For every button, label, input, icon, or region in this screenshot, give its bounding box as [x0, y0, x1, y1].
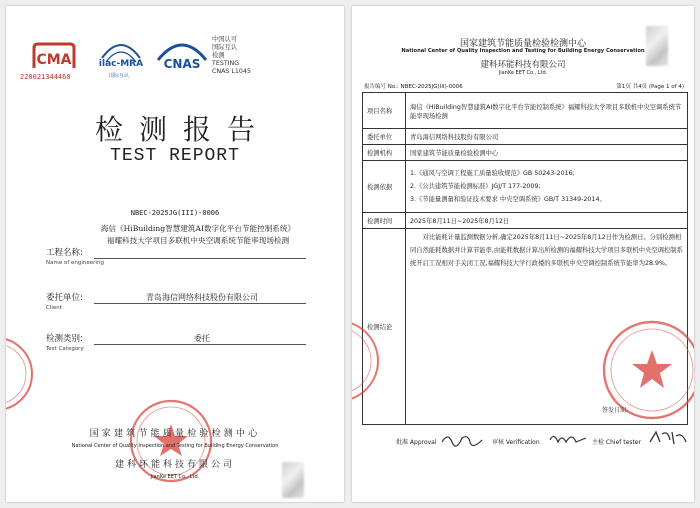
svg-text:CMA: CMA: [36, 52, 72, 68]
project-value: 海信《HiBuilding智慧建筑AI数字化平台节能控制系统》福耀科技大学项目多联机中央空调系统节能率现场检测: [406, 93, 688, 129]
cover-page: [6, 6, 344, 502]
ilac-caption: 国际互认: [109, 73, 130, 79]
detail-header-cn: 国家建筑节能质量检验检测中心: [459, 39, 586, 49]
detail-page: [352, 6, 694, 502]
basis-item: 3.《节能量测量和验证技术要求 中央空调系统》GB/T 31349-2014。: [410, 196, 606, 203]
project-label: 项目名称: [363, 93, 406, 129]
approval-label: 批准 Approval: [396, 439, 437, 446]
report-title-en: TEST REPORT: [110, 146, 240, 166]
verification-label: 审核 Verification: [492, 439, 540, 446]
issue-date-label: 签发日期:: [602, 407, 629, 414]
company-name-en: JianKe EET Co., Ltd.: [150, 474, 200, 480]
detail-header-en: National Center of Quality Inspection and Testing for Building Energy Conservation: [401, 48, 645, 54]
report-title-cn: 检测报告: [94, 113, 271, 146]
report-number: NBEC-2025JG(III)-0006: [130, 209, 220, 217]
redaction-block: [282, 462, 304, 498]
detail-company-cn: 建科环能科技有限公司: [480, 60, 566, 70]
company-seal-cover-icon: [128, 398, 214, 484]
basis-list: [406, 161, 688, 213]
client-label-en: Client: [46, 305, 62, 311]
client-value: 青岛海信网络科技股份有限公司: [146, 293, 258, 302]
table-row: [363, 213, 688, 229]
table-row: [363, 93, 688, 129]
svg-text:ilac-MRA: ilac-MRA: [98, 59, 144, 69]
category-label-en: Test Category: [46, 346, 84, 352]
basis-label: 检测依据: [363, 161, 406, 213]
category-underline: [94, 344, 306, 345]
cnas-accreditation-text: 中国认可 国际互认 检测 TESTING CNAS L1045: [212, 36, 251, 75]
verification-signature-icon: [548, 430, 588, 448]
project-label: 工程名称:: [46, 248, 83, 258]
table-row: [363, 145, 688, 161]
project-underline: [94, 258, 306, 259]
category-label: 检测类别:: [46, 334, 83, 344]
detail-report-number: 报告编号 No.: NBEC-2025JG(III)-0006: [364, 84, 463, 90]
company-seal-detail-icon: [600, 318, 694, 422]
institution-name-en: National Center of Quality Inspection and Testing for Building Energy Conservation: [71, 443, 279, 449]
conclusion-text: 对比能耗计量监测数据分析,确定2025年8月11日~2025年8月12日作为检测日。分别检测相同自然能耗数据并计算节能率,由能耗数据计算出所检测的福耀科技大学项目多联机中央空调控制系统开启工况相对手关闭工况,福耀科技大学行政楼的多联机中央空调控制系统节能率为28.9%。: [410, 234, 683, 267]
project-label-en: Name of engineering: [46, 260, 104, 266]
cnas-logo-icon: [154, 38, 210, 72]
cma-logo-icon: [30, 40, 78, 72]
institution-value: 国家建筑节能质量检验检测中心: [406, 145, 688, 161]
client-label: 委托单位: [363, 129, 406, 145]
company-name-cn: 建科环能科技有限公司: [114, 460, 235, 470]
ilac-mra-logo-icon: [96, 38, 146, 72]
conclusion-label: 检测结论: [363, 229, 406, 425]
partial-seal-left-icon: [6, 334, 46, 414]
partial-seal-left-icon: [352, 316, 384, 406]
basis-item: 2.《公共建筑节能检测标准》JGJ/T 177-2009;: [410, 183, 541, 190]
client-underline: [94, 303, 306, 304]
chief-tester-signature-icon: [648, 428, 688, 448]
institution-label: 检测机构: [363, 145, 406, 161]
client-label: 委托单位:: [46, 293, 83, 303]
cma-code: 220021344460: [20, 73, 71, 81]
client-value: 青岛海信网络科技股份有限公司: [406, 129, 688, 145]
table-row: [363, 129, 688, 145]
institution-name-cn: 国家建筑节能质量检验检测中心: [89, 429, 261, 439]
approval-signature-icon: [440, 430, 484, 448]
basis-item: 1.《通风与空调工程施工质量验收规范》GB 50243-2016;: [410, 170, 575, 177]
detail-page-info: 第1页 共4页 (Page 1 of 4): [616, 84, 684, 90]
svg-text:CNAS: CNAS: [163, 57, 201, 71]
category-value: 委托: [194, 334, 210, 343]
time-label: 检测时间: [363, 213, 406, 229]
chief-tester-label: 主检 Chief tester: [592, 439, 641, 446]
table-row: [363, 161, 688, 213]
project-name-value: 海信《HiBuilding智慧建筑AI数字化平台节能控制系统》福耀科技大学项目多联机中央空调系统节能率现场检测: [100, 224, 296, 245]
time-value: 2025年8月11日~2025年8月12日: [406, 213, 688, 229]
detail-company-en: JianKe EET Co., Ltd.: [498, 70, 548, 76]
